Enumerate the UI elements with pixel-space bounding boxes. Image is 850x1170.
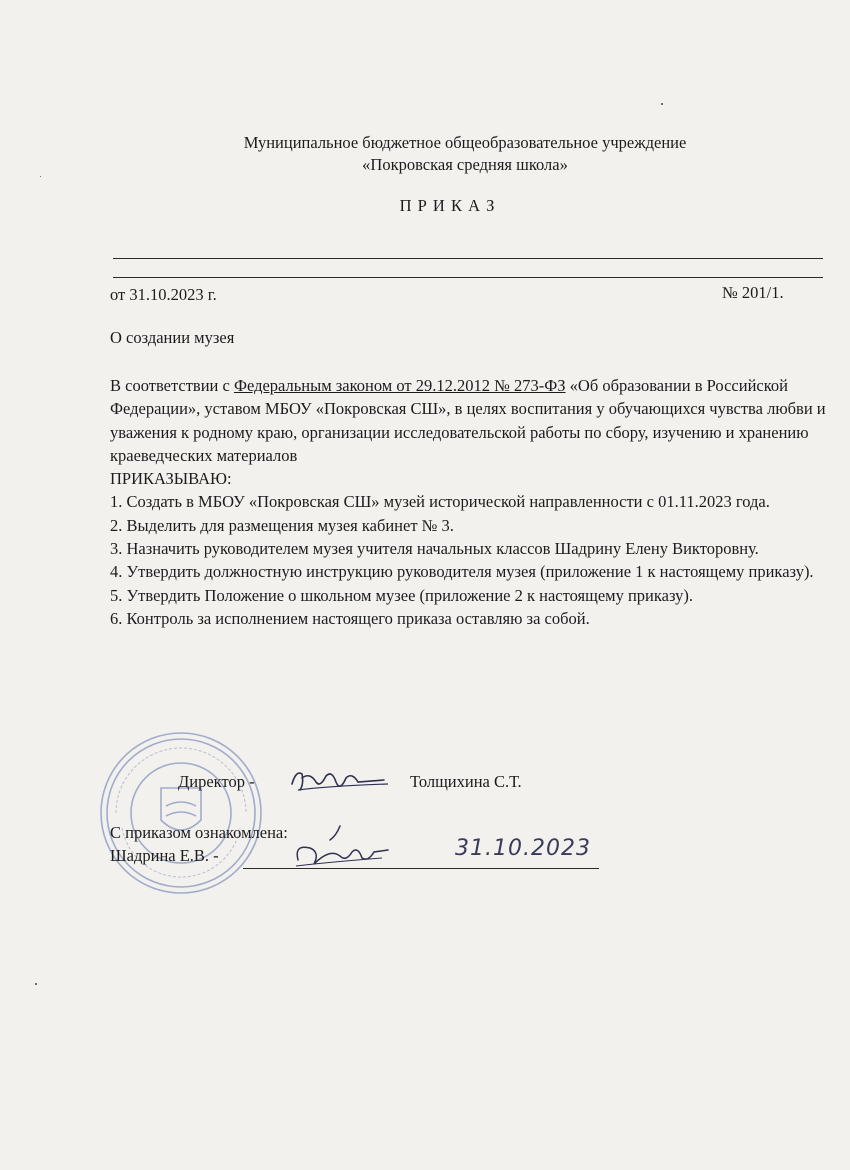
order-date: от 31.10.2023 г.	[110, 285, 217, 304]
acknowledged-person: Шадрина Е.В. -	[110, 846, 219, 865]
scan-speck	[40, 176, 41, 177]
acknowledgement-signature	[290, 822, 400, 877]
header-divider-second	[113, 277, 823, 278]
order-subject: О создании музея	[110, 328, 235, 347]
order-item: 1. Создать в МБОУ «Покровская СШ» музей исторической направленности с 01.11.2023 года.	[110, 492, 770, 512]
org-name: Муниципальное бюджетное общеобразовательное учреждение	[243, 133, 687, 152]
org-school-name: «Покровская средняя школа»	[362, 155, 568, 174]
director-signature	[288, 762, 398, 802]
official-stamp	[96, 728, 266, 898]
organization-header	[0, 132, 850, 176]
order-number: № 201/1.	[722, 283, 784, 302]
director-name: Толщихина С.Т.	[410, 772, 522, 791]
director-label: Директор -	[178, 772, 255, 791]
scan-speck	[35, 983, 37, 985]
header-divider	[113, 258, 823, 259]
scan-speck	[661, 103, 663, 105]
order-item: 2. Выделить для размещения музея кабинет № 3.	[110, 515, 454, 535]
document-title: П Р И К А З	[399, 196, 496, 215]
order-item: 4. Утвердить должностную инструкцию руководителя музея (приложение 1 к настоящему приказу).	[110, 562, 814, 582]
acknowledgement-label: С приказом ознакомлена:	[110, 823, 288, 842]
order-body	[110, 374, 835, 630]
handwritten-date: 31.10.2023	[455, 836, 591, 861]
order-word: ПРИКАЗЫВАЮ:	[110, 469, 232, 489]
order-item: 6. Контроль за исполнением настоящего приказа оставляю за собой.	[110, 608, 590, 628]
law-link[interactable]: Федеральным законом от 29.12.2012 № 273-ФЗ	[233, 376, 566, 395]
intro-paragraph: В соответствии с Федеральным законом от 29.12.2012 № 273-ФЗ «Об образовании в Российской Федерации», уставом МБОУ «Покровская СШ», в целях воспитания у обучающихся чувства любви и уважения к родному краю, организации исследовательской работы по сбору, изучению и хранению краеведческих материалов	[110, 376, 826, 465]
order-item: 5. Утвердить Положение о школьном музее (приложение 2 к настоящему приказу).	[110, 585, 694, 605]
order-item: 3. Назначить руководителем музея учителя начальных классов Шадрину Елену Викторовну.	[110, 539, 759, 559]
